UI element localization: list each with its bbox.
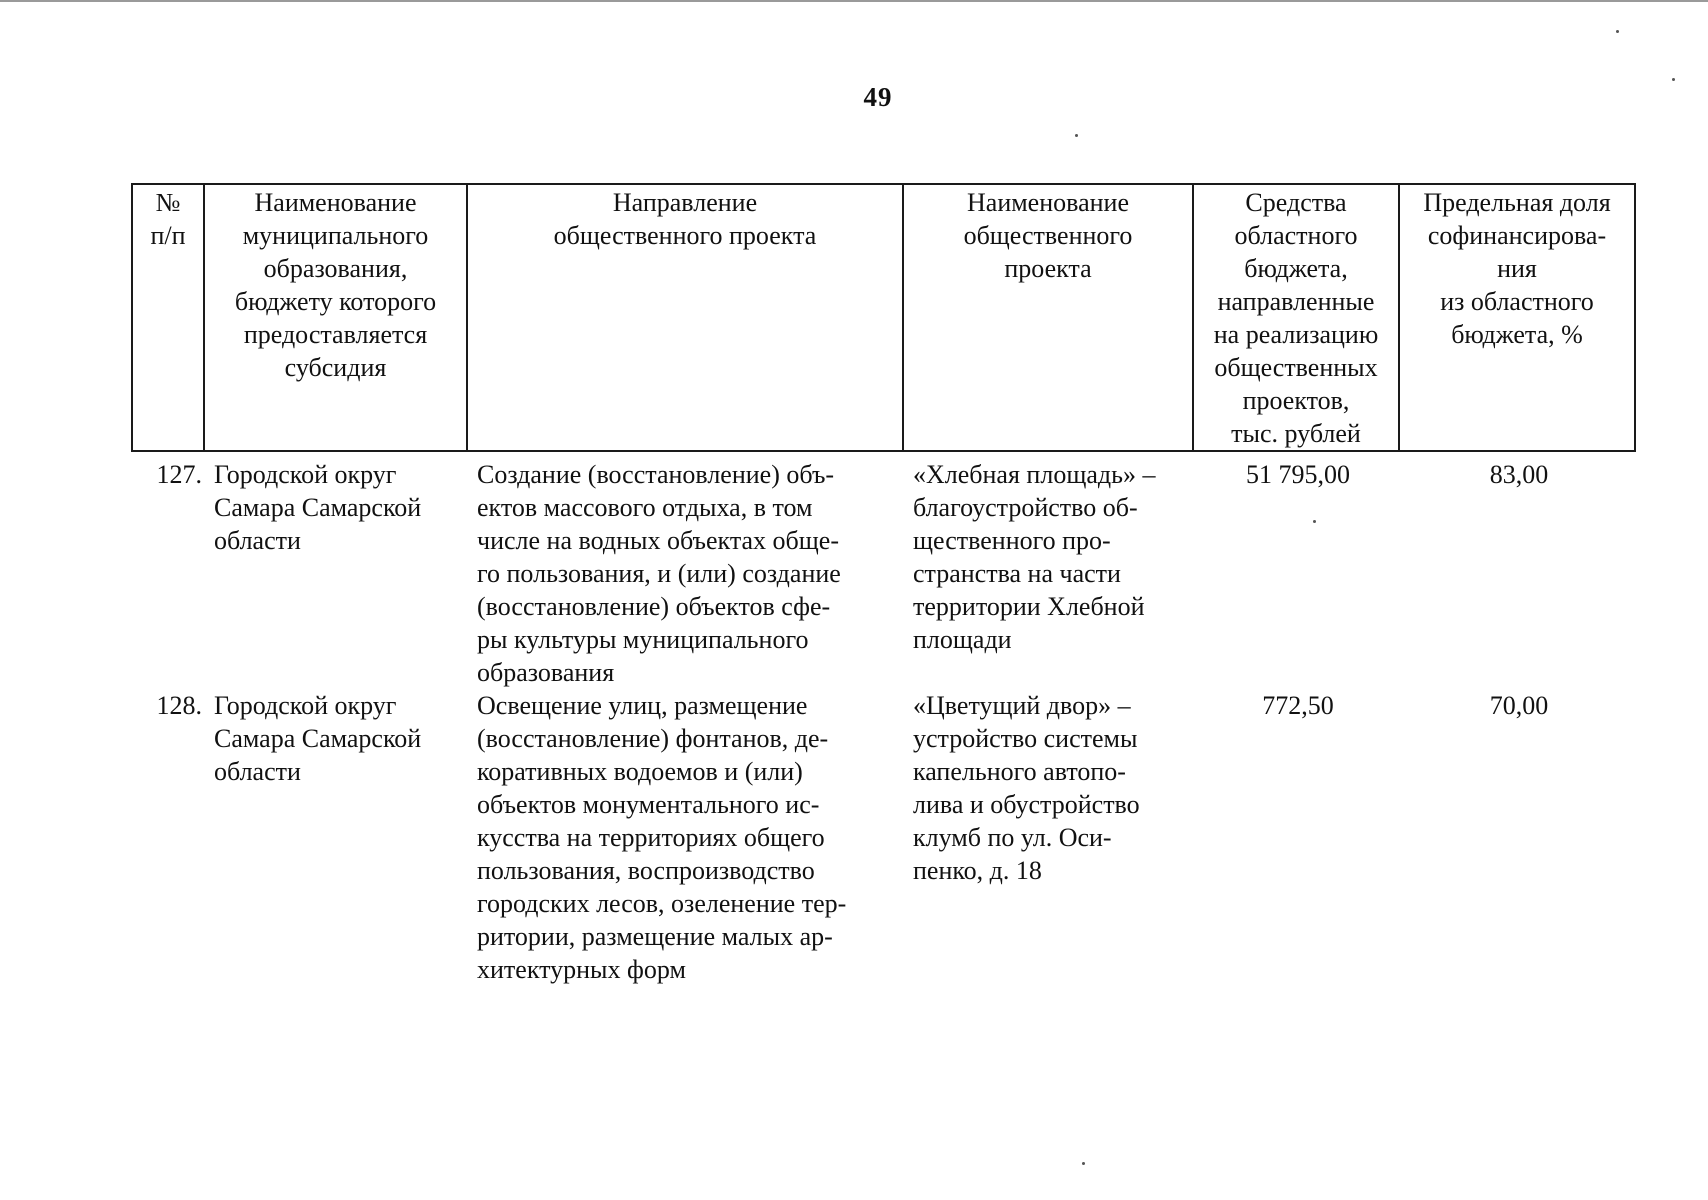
row-share: 70,00 <box>1489 691 1549 720</box>
row-share: 83,00 <box>1489 460 1549 489</box>
header-direction: Направление общественного проекта <box>467 184 903 451</box>
row-municipality: Городской округ Самара Самарской области <box>214 691 422 786</box>
header-project-name: Наименование общественного проекта <box>903 184 1193 451</box>
header-share: Предельная доля софинансирова- ния из областного бюджета, % <box>1399 184 1635 451</box>
table-row <box>132 689 1635 986</box>
page-number: 49 <box>863 82 893 112</box>
row-number: 127. <box>156 460 202 489</box>
row-number: 128. <box>156 691 202 720</box>
scan-top-edge <box>0 0 1708 2</box>
table-row <box>132 451 1635 689</box>
row-direction: Освещение улиц, размещение (восстановление) фонтанов, де- коративных водоемов и (или) объектов монументального ис- кусства на территориях общего пользования, воспроизводство городских лесов, озеленение тер- ритории, размещение малых ар- хитектурных форм <box>477 691 847 984</box>
scan-speck <box>1313 520 1316 523</box>
scan-speck <box>1672 78 1675 81</box>
row-direction: Создание (восстановление) объ- ектов массового отдыха, в том числе на водных объектах обще- го пользования, и (или) создание (восстановление) объектов сфе- ры культуры муниципального образования <box>477 460 841 687</box>
table-header <box>132 184 1635 451</box>
row-project-name: «Цветущий двор» – устройство системы капельного автопо- лива и обустройство клумб по ул. Оси- пенко, д. 18 <box>913 691 1140 885</box>
row-municipality: Городской округ Самара Самарской области <box>214 460 422 555</box>
row-project-name: «Хлебная площадь» – благоустройство об- щественного про- странства на части территории Хлебной площади <box>913 460 1156 654</box>
header-number: № п/п <box>132 184 204 451</box>
row-funds: 51 795,00 <box>1246 460 1350 489</box>
row-funds: 772,50 <box>1262 691 1334 720</box>
scan-speck <box>1082 1162 1085 1165</box>
header-municipality: Наименование муниципального образования, бюджету которого предоставляется субсидия <box>204 184 467 451</box>
header-funds: Средства областного бюджета, направленные на реализацию общественных проектов, тыс. рублей <box>1193 184 1399 451</box>
scan-speck <box>1075 134 1078 137</box>
subsidy-table <box>131 183 1636 986</box>
scan-speck <box>1616 30 1619 33</box>
